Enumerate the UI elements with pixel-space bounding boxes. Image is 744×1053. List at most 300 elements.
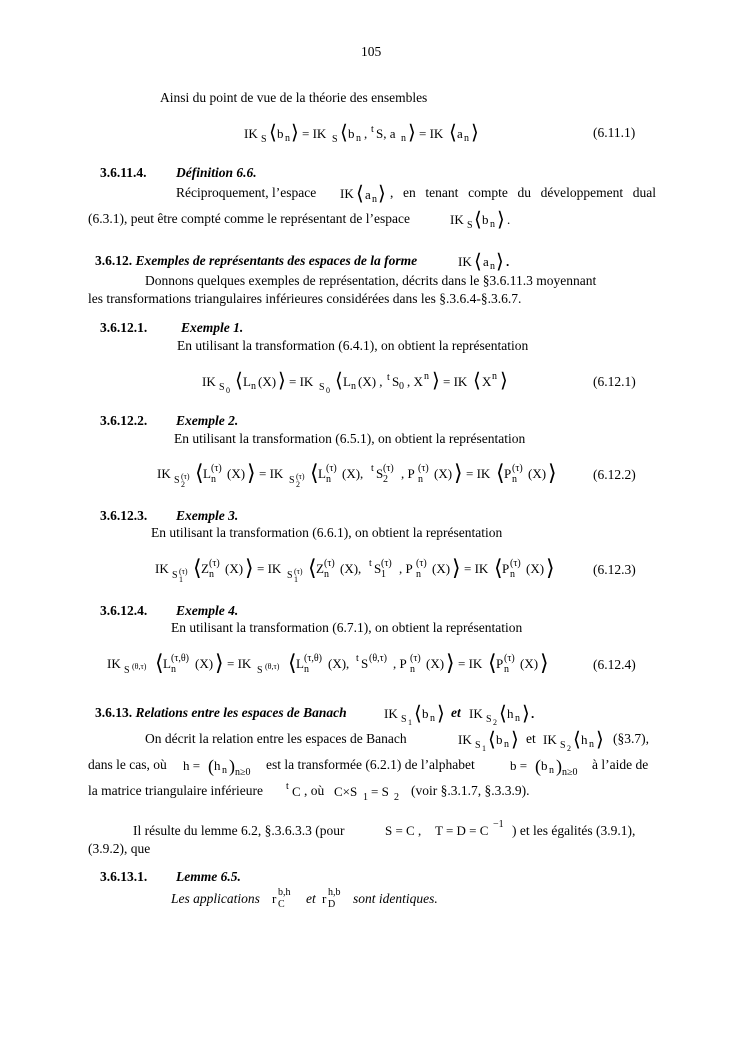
svg-text:T = D = C: T = D = C: [435, 823, 489, 838]
section-3-6-13-para2-c: à l’aide de: [592, 757, 649, 772]
math-r-d-hb: [322, 883, 348, 911]
svg-text:S = C ,: S = C ,: [385, 823, 422, 838]
svg-text:= IK: = IK: [419, 126, 444, 141]
svg-text:n: n: [549, 765, 554, 776]
svg-text:h: h: [581, 732, 588, 747]
svg-text:(τ): (τ): [179, 567, 188, 576]
svg-text:IK: IK: [543, 732, 557, 747]
section-number-3-6-13: 3.6.13.: [95, 705, 133, 720]
svg-text:1: 1: [294, 575, 298, 584]
svg-text:⟨: ⟨: [474, 209, 482, 231]
svg-text:L: L: [163, 656, 171, 671]
equation-6-12-1-svg: [202, 368, 522, 398]
svg-text:S: S: [392, 374, 400, 389]
svg-text:n: n: [492, 371, 497, 382]
svg-text:(θ,τ): (θ,τ): [369, 653, 387, 664]
svg-text:= S: = S: [371, 784, 389, 799]
svg-text:⟨: ⟨: [496, 460, 505, 485]
svg-text:0: 0: [399, 381, 404, 392]
svg-text:n: n: [304, 664, 309, 675]
svg-text:C: C: [292, 784, 301, 799]
equation-label-6-11-1: (6.11.1): [593, 125, 636, 140]
svg-text:(τ): (τ): [383, 463, 394, 474]
svg-text:n: n: [211, 474, 216, 485]
svg-text:P: P: [502, 561, 510, 576]
svg-text:⟩: ⟩: [500, 370, 508, 392]
svg-text:n: n: [209, 569, 214, 580]
svg-text:= IK: = IK: [289, 374, 314, 389]
svg-text:⟨: ⟨: [335, 370, 343, 392]
svg-text:⟨: ⟨: [308, 555, 317, 580]
section-3-6-13-heading: [95, 705, 347, 721]
page-number: 105: [361, 44, 382, 59]
section-3-6-13-para2-math1: [183, 753, 263, 783]
svg-text:h =: h =: [183, 758, 201, 773]
svg-text:S: S: [172, 570, 178, 581]
svg-text:, P: , P: [399, 561, 413, 576]
svg-text:IK: IK: [450, 212, 464, 227]
section-3-6-13-para3-a: la matrice triangulaire inférieure: [88, 783, 264, 798]
definition-line1-b: , en tenant compte du développement dual: [390, 185, 656, 200]
math-ik-an: [340, 181, 388, 205]
section-number-3-6-12: 3.6.12.: [95, 253, 133, 268]
svg-text:(X): (X): [520, 656, 539, 671]
svg-text:L: L: [203, 466, 211, 481]
svg-text:⟩: ⟩: [522, 703, 530, 725]
svg-text:⟩: ⟩: [496, 251, 504, 273]
svg-text:2: 2: [383, 474, 388, 485]
svg-text:⟩: ⟩: [247, 460, 256, 485]
svg-text:.: .: [531, 706, 535, 721]
svg-text:n: n: [410, 664, 415, 675]
svg-text:S: S: [560, 740, 566, 751]
svg-text:n: n: [418, 474, 423, 485]
svg-text:b: b: [422, 706, 429, 721]
lemma-number: 3.6.13.1.: [100, 869, 148, 884]
svg-text:S: S: [261, 134, 267, 145]
svg-text:⟨: ⟨: [573, 729, 581, 751]
section-3-6-13-para4-a: Il résulte du lemme 6.2, §.3.6.3.3 (pour: [133, 823, 345, 838]
svg-text:1: 1: [179, 575, 183, 584]
svg-text:b: b: [277, 126, 284, 141]
svg-text:⟩: ⟩: [540, 650, 549, 675]
svg-text:S: S: [361, 656, 369, 671]
lemma-math2: [322, 883, 348, 915]
lemma-text-b: sont identiques.: [353, 891, 438, 906]
section-3-6-13-para2-math2: [510, 753, 590, 783]
svg-text:n: n: [416, 569, 421, 580]
example-number: 3.6.12.2.: [100, 413, 148, 428]
svg-text:C×S: C×S: [334, 784, 358, 799]
svg-text:t: t: [387, 372, 390, 383]
svg-text:L: L: [243, 374, 251, 389]
svg-text:= IK: = IK: [443, 374, 468, 389]
svg-text:⟨: ⟨: [414, 703, 422, 725]
svg-text:, X: , X: [407, 374, 423, 389]
svg-text:= IK: = IK: [227, 656, 252, 671]
svg-text:= IK: = IK: [466, 466, 491, 481]
section-3-6-13-para2-b: est la transformée (6.2.1) de l’alphabet: [266, 757, 475, 772]
svg-text:S: S: [257, 665, 263, 676]
definition-title: Définition 6.6.: [176, 165, 257, 180]
svg-text:S: S: [401, 714, 407, 725]
svg-text:⟩: ⟩: [291, 122, 299, 144]
svg-text:⟩: ⟩: [378, 183, 386, 205]
svg-text:= IK: = IK: [257, 561, 282, 576]
svg-text:= IK: = IK: [458, 656, 483, 671]
section-3-6-13-para1-ref: (§3.7),: [613, 731, 649, 746]
example-title: Exemple 2.: [176, 413, 239, 428]
section-3-6-13-para4-b: ) et les égalités (3.9.1),: [512, 823, 636, 838]
svg-text:n: n: [372, 194, 377, 205]
svg-text:L: L: [318, 466, 326, 481]
svg-text:P: P: [504, 466, 512, 481]
svg-text:(X),: (X),: [328, 656, 350, 671]
svg-text:(θ,τ): (θ,τ): [265, 662, 280, 671]
svg-text:⟨: ⟨: [288, 650, 297, 675]
svg-text:IK: IK: [155, 561, 169, 576]
svg-text:n: n: [504, 664, 509, 675]
svg-text:r: r: [272, 891, 277, 906]
svg-text:b: b: [496, 732, 503, 747]
svg-text:−1: −1: [493, 819, 504, 830]
section-3-6-13-para4-math: [385, 816, 515, 846]
svg-text:⟨: ⟨: [340, 122, 348, 144]
equation-6-12-2-svg: [157, 458, 567, 494]
svg-text:S: S: [486, 714, 492, 725]
definition-line2: (6.3.1), peut être compté comme le représentant de l’espace: [88, 211, 410, 226]
svg-text:S: S: [475, 740, 481, 751]
svg-text:= IK: = IK: [464, 561, 489, 576]
svg-text:⟨: ⟨: [193, 555, 202, 580]
equation-label-6-12-3: (6.12.3): [593, 562, 636, 577]
example-number: 3.6.12.1.: [100, 320, 148, 335]
svg-text:1: 1: [482, 744, 486, 753]
equation-label-6-12-4: (6.12.4): [593, 657, 636, 672]
svg-text:(: (: [535, 756, 541, 776]
svg-text:n: n: [171, 664, 176, 675]
section-3-6-13-para1-et: et: [526, 731, 536, 746]
svg-text:S: S: [332, 134, 338, 145]
svg-text:IK: IK: [458, 732, 472, 747]
math-b-def: [510, 753, 590, 779]
svg-text:b,h: b,h: [278, 887, 291, 898]
svg-text:n: n: [430, 713, 435, 724]
svg-text:⟨: ⟨: [499, 703, 507, 725]
section-3-6-13-and: et: [451, 705, 461, 720]
svg-text:1: 1: [381, 569, 386, 580]
svg-text:⟩: ⟩: [548, 460, 557, 485]
svg-text:S: S: [219, 382, 225, 393]
svg-text:S: S: [124, 665, 130, 676]
svg-text:(X): (X): [225, 561, 244, 576]
svg-text:(X),: (X),: [340, 561, 362, 576]
svg-text:⟨: ⟨: [269, 122, 277, 144]
svg-text:⟩: ⟩: [437, 703, 445, 725]
example-text: En utilisant la transformation (6.7.1), on obtient la représentation: [171, 620, 523, 635]
svg-text:(τ): (τ): [326, 463, 337, 474]
equation-6-12-1: [202, 368, 522, 402]
svg-text:h,b: h,b: [328, 887, 341, 898]
svg-text:(τ,θ): (τ,θ): [304, 653, 322, 664]
svg-text:(τ): (τ): [504, 653, 515, 664]
svg-text:h: h: [507, 706, 514, 721]
svg-text:2: 2: [567, 744, 571, 753]
svg-text:n: n: [351, 381, 356, 392]
svg-text:a: a: [483, 254, 489, 269]
svg-text:⟨: ⟨: [235, 370, 243, 392]
example-title: Exemple 3.: [176, 508, 239, 523]
section-3-6-12-para-line2: les transformations triangulaires inférieures considérées dans les §.3.6.4-§.3.6.7.: [88, 291, 522, 306]
svg-text:S: S: [287, 570, 293, 581]
svg-text:(τ): (τ): [294, 567, 303, 576]
svg-text:n: n: [464, 133, 469, 144]
svg-text:, P: , P: [401, 466, 415, 481]
svg-text:n: n: [504, 739, 509, 750]
svg-text:⟩: ⟩: [511, 729, 519, 751]
section-title-3-6-13: Relations entre les espaces de Banach: [135, 705, 347, 720]
svg-text:⟩: ⟩: [546, 555, 555, 580]
svg-text:n: n: [490, 261, 495, 272]
svg-text:⟩: ⟩: [408, 122, 416, 144]
svg-text:n: n: [512, 474, 517, 485]
lemma-text-et: et: [306, 891, 316, 906]
svg-text:,: ,: [364, 126, 368, 141]
svg-text:⟨: ⟨: [474, 251, 482, 273]
equation-6-12-3: [155, 553, 565, 593]
svg-text:): ): [229, 756, 235, 776]
svg-text:t: t: [371, 124, 374, 135]
svg-text:Z: Z: [201, 561, 209, 576]
svg-text:b =: b =: [510, 758, 528, 773]
equation-6-12-2: [157, 458, 567, 498]
section-3-6-12-para-line1: Donnons quelques exemples de représentation, décrits dans le §3.6.11.3 moyennant: [145, 273, 597, 288]
svg-text:n: n: [515, 713, 520, 724]
svg-text:n: n: [510, 569, 515, 580]
svg-text:0: 0: [226, 386, 230, 395]
equation-6-12-4-svg: [107, 648, 587, 684]
svg-text:L: L: [296, 656, 304, 671]
svg-text:S: S: [374, 561, 382, 576]
svg-text:n: n: [324, 569, 329, 580]
section-3-6-13-para5: (3.9.2), que: [88, 841, 151, 856]
svg-text:(X): (X): [195, 656, 214, 671]
svg-text:0: 0: [326, 386, 330, 395]
math-r-c-bh: [272, 883, 298, 911]
svg-text:2: 2: [493, 718, 497, 727]
math-iks-bn: [450, 207, 520, 231]
svg-text:IK: IK: [157, 466, 171, 481]
definition-line2-math: [450, 207, 520, 235]
svg-text:n≥0: n≥0: [562, 767, 578, 778]
svg-text:n: n: [589, 739, 594, 750]
svg-text:S: S: [174, 475, 180, 486]
equation-label-6-12-1: (6.12.1): [593, 374, 636, 389]
svg-text:n≥0: n≥0: [235, 767, 251, 778]
definition-line1-a: Réciproquement, l’espace: [176, 185, 317, 200]
svg-text:(τ): (τ): [324, 558, 335, 569]
section-3-6-13-para2-a: dans le cas, où: [88, 757, 167, 772]
svg-text:Z: Z: [316, 561, 324, 576]
svg-text:): ): [556, 756, 562, 776]
svg-text:(τ): (τ): [209, 558, 220, 569]
svg-text:n: n: [326, 474, 331, 485]
math-ks1-bn: [458, 727, 522, 753]
svg-text:b: b: [541, 758, 548, 773]
math-cs1-s2: [334, 779, 414, 805]
svg-text:⟩: ⟩: [245, 555, 254, 580]
svg-text:⟨: ⟨: [449, 122, 457, 144]
math-banach-spaces: [384, 701, 544, 727]
svg-text:(τ): (τ): [512, 463, 523, 474]
svg-text:(τ): (τ): [416, 558, 427, 569]
lemma-title: Lemme 6.5.: [176, 869, 241, 884]
svg-text:(: (: [208, 756, 214, 776]
svg-text:X: X: [482, 374, 492, 389]
svg-text:2: 2: [394, 792, 399, 803]
example-title: Exemple 1.: [181, 320, 244, 335]
intro-text: Ainsi du point de vue de la théorie des ensembles: [160, 90, 428, 105]
svg-text:a: a: [365, 187, 371, 202]
svg-text:(τ): (τ): [181, 472, 190, 481]
svg-text:t: t: [356, 653, 359, 664]
svg-text:n: n: [251, 381, 256, 392]
svg-text:= IK: = IK: [259, 466, 284, 481]
svg-text:n: n: [285, 133, 290, 144]
svg-text:⟩: ⟩: [278, 370, 286, 392]
example-title: Exemple 4.: [176, 603, 239, 618]
svg-text:IK: IK: [469, 706, 483, 721]
svg-text:(X): (X): [526, 561, 545, 576]
svg-text:⟩: ⟩: [452, 555, 461, 580]
svg-text:.: .: [506, 254, 510, 269]
svg-text:⟨: ⟨: [473, 370, 481, 392]
math-h-def: [183, 753, 263, 779]
svg-text:S, a: S, a: [376, 126, 396, 141]
svg-text:(X),: (X),: [342, 466, 364, 481]
svg-text:(τ): (τ): [211, 463, 222, 474]
svg-text:(τ): (τ): [510, 558, 521, 569]
svg-text:D: D: [328, 899, 336, 910]
svg-text:P: P: [496, 656, 504, 671]
equation-6-11-1-svg: [244, 121, 484, 149]
svg-text:n: n: [401, 133, 406, 144]
equation-6-12-4: [107, 648, 587, 688]
svg-text:⟨: ⟨: [488, 650, 497, 675]
svg-text:S: S: [319, 382, 325, 393]
math-ik-an-heading: [458, 249, 518, 273]
equation-6-12-3-svg: [155, 553, 565, 589]
svg-text:, P: , P: [393, 656, 407, 671]
svg-text:(X) ,: (X) ,: [358, 374, 383, 389]
svg-text:(τ,θ): (τ,θ): [171, 653, 189, 664]
svg-text:= IK: = IK: [302, 126, 327, 141]
svg-text:.: .: [507, 212, 511, 227]
example-number: 3.6.12.4.: [100, 603, 148, 618]
example-number: 3.6.12.3.: [100, 508, 148, 523]
math-ks2-hn: [543, 727, 607, 753]
math-s-t-d: [385, 816, 515, 842]
svg-text:⟨: ⟨: [155, 650, 164, 675]
svg-text:b: b: [348, 126, 355, 141]
svg-text:t: t: [369, 558, 372, 569]
svg-text:IK: IK: [340, 186, 354, 201]
svg-text:⟨: ⟨: [195, 460, 204, 485]
svg-text:(τ): (τ): [381, 558, 392, 569]
section-title-3-6-12: Exemples de représentants des espaces de la forme: [135, 253, 418, 268]
section-3-6-13-para1-a: On décrit la relation entre les espaces de Banach: [145, 731, 407, 746]
svg-text:S: S: [289, 475, 295, 486]
svg-text:⟨: ⟨: [356, 183, 364, 205]
svg-text:⟩: ⟩: [432, 370, 440, 392]
svg-text:C: C: [278, 899, 285, 910]
section-number-3-6-11-4: 3.6.11.4.: [100, 165, 147, 180]
svg-text:⟩: ⟩: [471, 122, 479, 144]
svg-text:IK: IK: [384, 706, 398, 721]
svg-text:⟨: ⟨: [488, 729, 496, 751]
svg-text:h: h: [214, 758, 221, 773]
svg-text:(θ,τ): (θ,τ): [132, 662, 147, 671]
svg-text:(X): (X): [426, 656, 445, 671]
svg-text:⟩: ⟩: [215, 650, 224, 675]
svg-text:⟩: ⟩: [497, 209, 505, 231]
svg-text:n: n: [424, 371, 429, 382]
example-text: En utilisant la transformation (6.5.1), on obtient la représentation: [174, 431, 526, 446]
svg-text:t: t: [286, 781, 289, 792]
svg-text:n: n: [222, 765, 227, 776]
svg-text:n: n: [356, 133, 361, 144]
svg-text:b: b: [482, 212, 489, 227]
lemma-math1: [272, 883, 298, 915]
svg-text:(X): (X): [227, 466, 246, 481]
equation-6-11-1: [244, 121, 484, 153]
svg-text:(X): (X): [434, 466, 453, 481]
svg-text:n: n: [490, 219, 495, 230]
svg-text:(τ): (τ): [418, 463, 429, 474]
example-text: En utilisant la transformation (6.4.1), on obtient la représentation: [177, 338, 529, 353]
svg-text:⟨: ⟨: [494, 555, 503, 580]
svg-text:a: a: [457, 126, 463, 141]
svg-text:2: 2: [181, 480, 185, 489]
definition-line1-math: [340, 181, 388, 209]
example-text: En utilisant la transformation (6.6.1), on obtient la représentation: [151, 525, 503, 540]
svg-text:S: S: [376, 466, 384, 481]
svg-text:⟩: ⟩: [454, 460, 463, 485]
svg-text:1: 1: [363, 792, 368, 803]
svg-text:⟩: ⟩: [596, 729, 604, 751]
section-3-6-13-para3-c: (voir §.3.1.7, §.3.3.9).: [411, 783, 530, 798]
svg-text:(X): (X): [432, 561, 451, 576]
svg-text:r: r: [322, 891, 327, 906]
section-3-6-13-para3-math2: [334, 779, 414, 809]
svg-text:t: t: [371, 463, 374, 474]
svg-text:IK: IK: [107, 656, 121, 671]
svg-text:IK: IK: [202, 374, 216, 389]
section-3-6-13-para3-b: , où: [304, 783, 325, 798]
svg-text:L: L: [343, 374, 351, 389]
svg-text:2: 2: [296, 480, 300, 489]
svg-text:S: S: [467, 220, 473, 231]
svg-text:⟩: ⟩: [446, 650, 455, 675]
svg-text:IK: IK: [244, 126, 258, 141]
section-3-6-12-heading: [95, 253, 417, 269]
svg-text:IK: IK: [458, 254, 472, 269]
svg-text:(X): (X): [528, 466, 547, 481]
equation-label-6-12-2: (6.12.2): [593, 467, 636, 482]
svg-text:⟨: ⟨: [310, 460, 319, 485]
svg-text:1: 1: [408, 718, 412, 727]
svg-text:(τ): (τ): [296, 472, 305, 481]
